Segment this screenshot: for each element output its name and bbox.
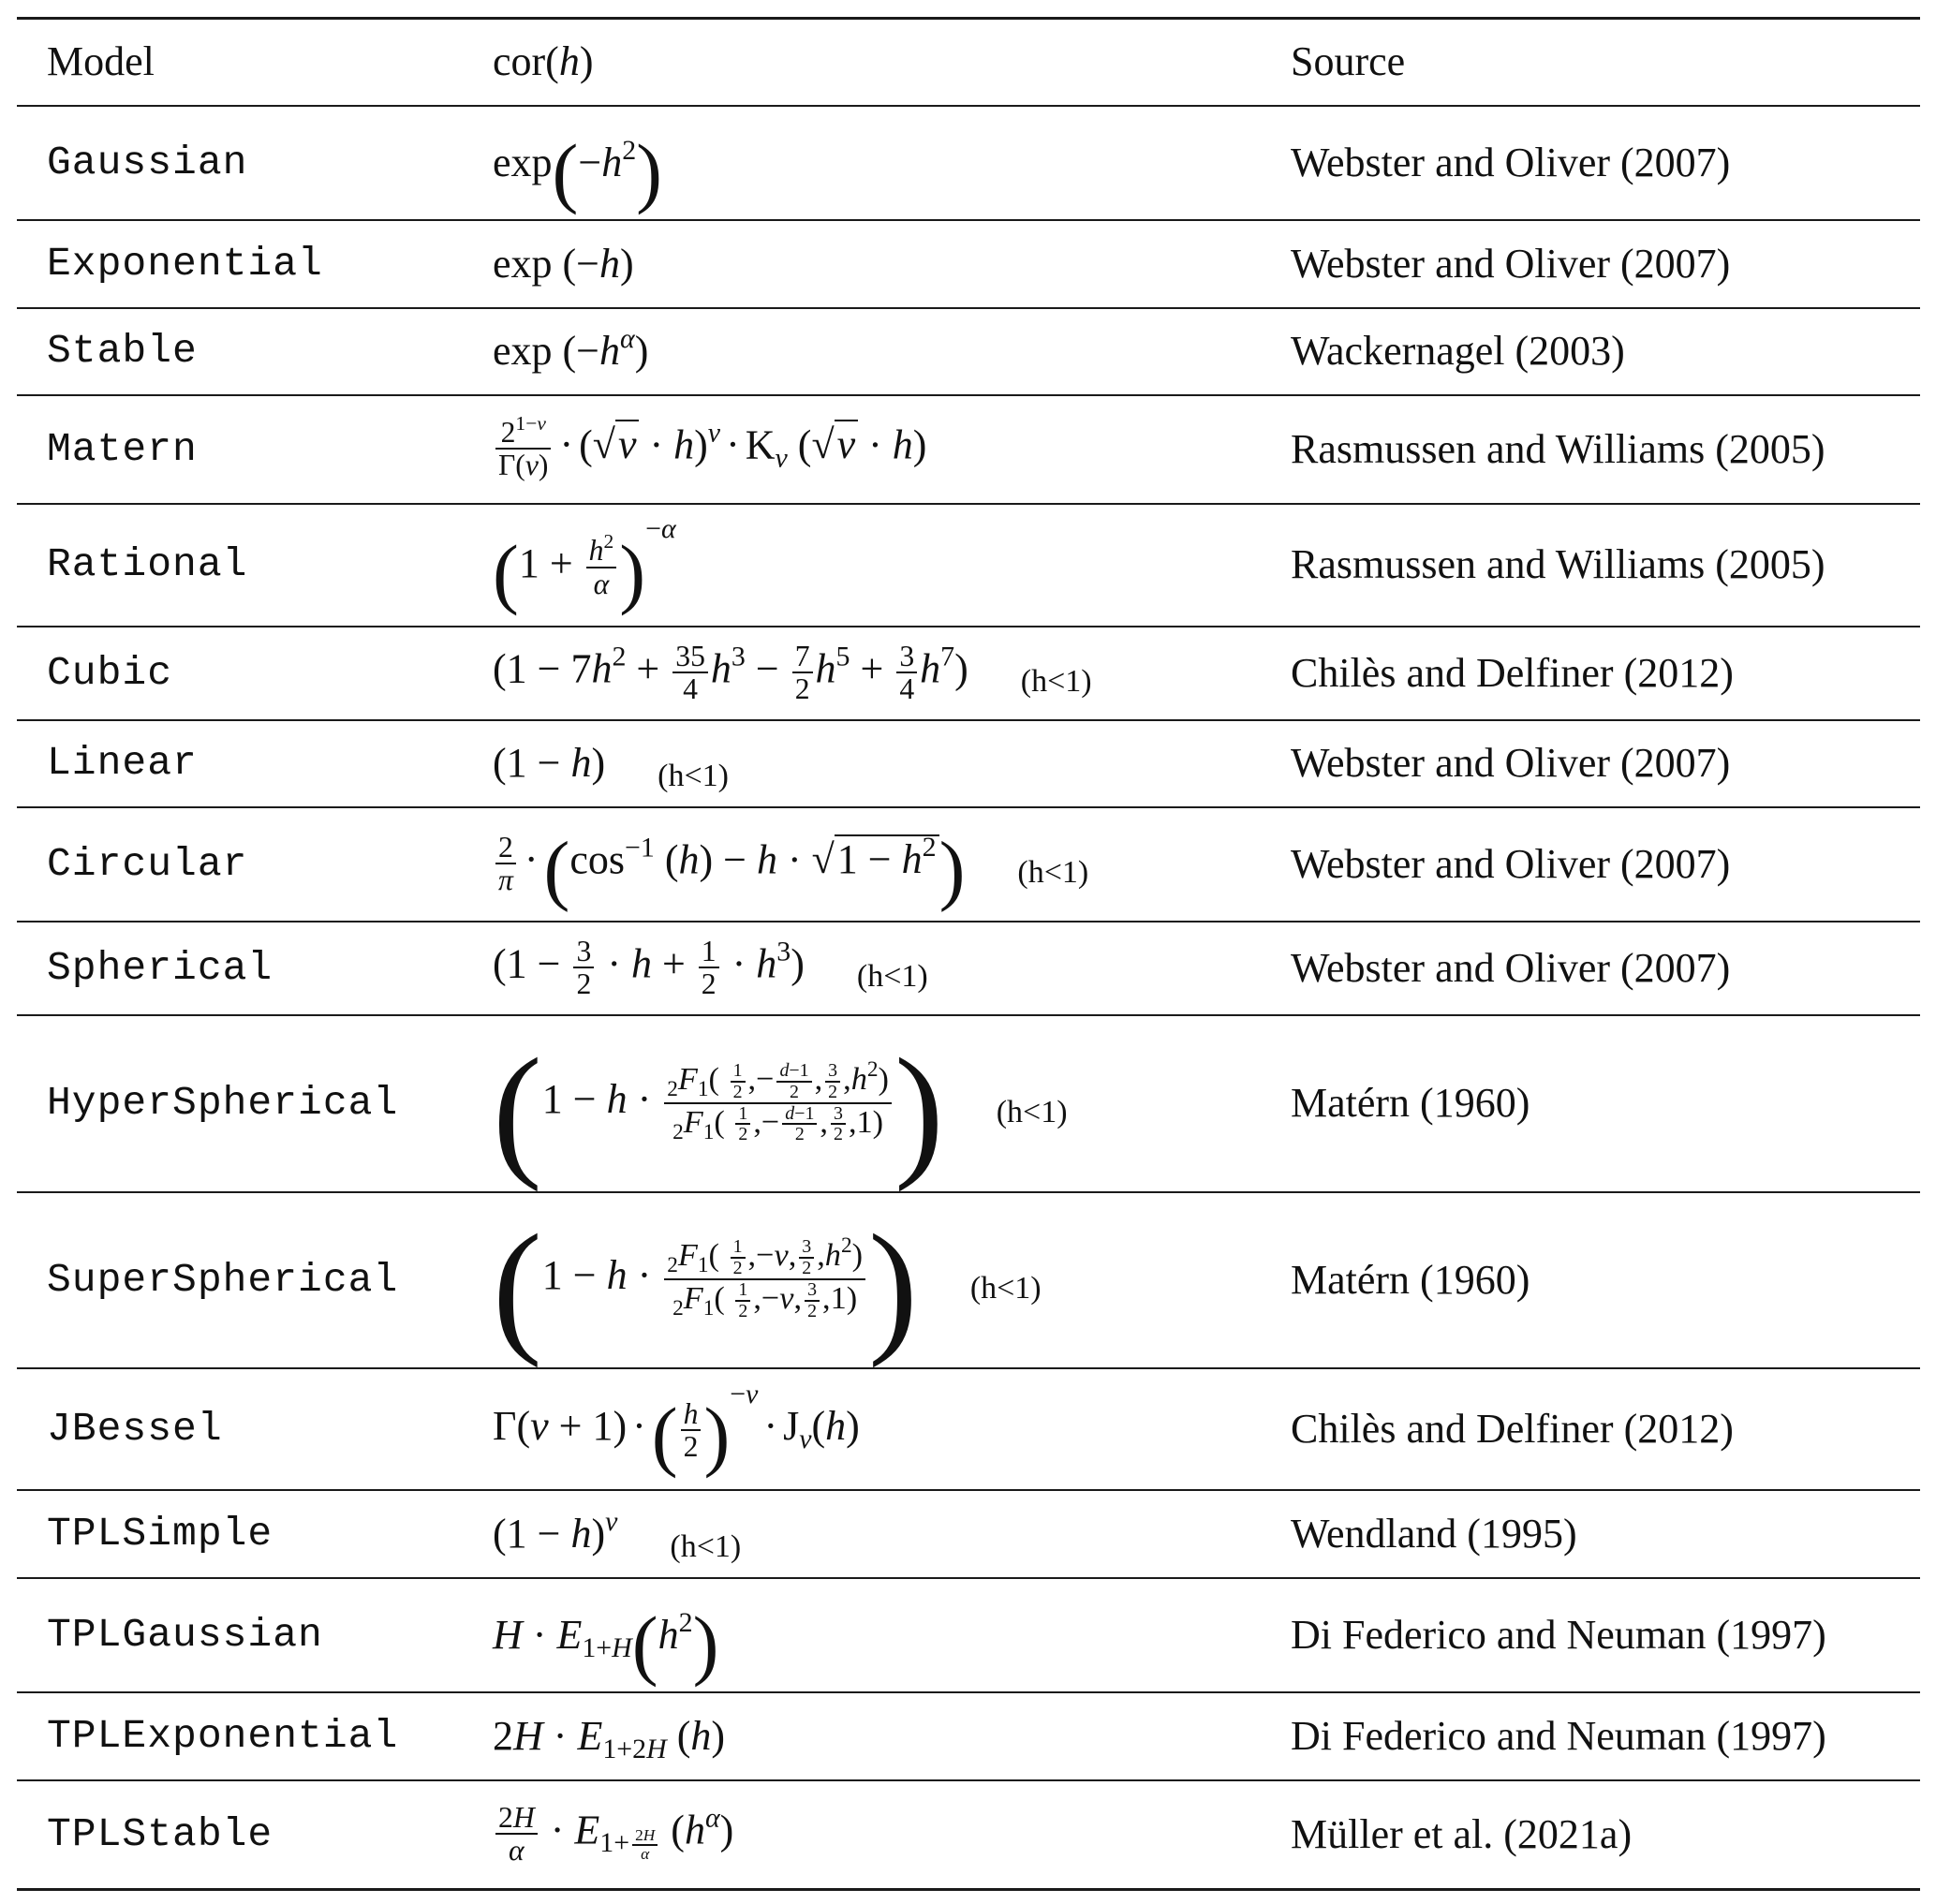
formula: Γ(ν + 1) ·( $\frac{h}{2}$ )$^{-\nu}\cdot J_\nu(h)$	[493, 1378, 860, 1480]
formula: $\exp (-h^\alpha)$	[493, 323, 649, 374]
formula: (1 + $\frac{h^2}{\alpha}$ )$^{-\alpha}$	[493, 512, 676, 617]
header-source: Source	[1291, 37, 1406, 84]
table-row	[17, 1367, 1920, 1489]
formula: exp (−h)	[493, 240, 634, 287]
model-name: Stable	[47, 328, 198, 374]
formula: $2H \cdot E_{1+2H}$ (h)	[493, 1712, 726, 1764]
source-citation: Di Federico and Neuman (1997)	[1291, 1712, 1826, 1759]
condition-label: (h<1)	[969, 1271, 1042, 1306]
table-row	[17, 394, 1920, 503]
model-name: TPLSimple	[47, 1510, 273, 1557]
condition-label: (h<1)	[658, 759, 729, 793]
formula: (1 − h) $_{(h<1)}$	[493, 740, 729, 793]
model-name: TPLGaussian	[47, 1611, 323, 1658]
source-citation: Webster and Oliver (2007)	[1291, 240, 1731, 287]
table-row	[17, 1691, 1920, 1779]
formula: ($1 - 7h^2$ + $\frac{35}{4}$ $h^3$ − $\frac{7}{2}$ $h^5$ + $\frac{3}{4}$ $h^7$) $_{(h<1)}$	[493, 639, 1092, 705]
formula: $\frac{2^{1-\nu}}{\Gamma(\nu)}$ · $(√\nu \cdot h)^\nu \cdot K_\nu$ (√ν · h)	[493, 417, 926, 481]
model-name: SuperSpherical	[47, 1256, 399, 1303]
formula: $\frac{2}{\pi}$ $\cdot(\cos^{-1}$ $(h) - h \cdot √1 - h^2$) $_{(h<1)}$	[493, 832, 1088, 896]
source-citation: Wendland (1995)	[1291, 1510, 1577, 1557]
source-citation: Chilès and Delfiner (2012)	[1291, 1405, 1734, 1452]
table-row	[17, 1489, 1920, 1577]
source-citation: Rasmussen and Williams (2005)	[1291, 541, 1825, 587]
formula: (1 − $\frac{3}{2}$ · h + $\frac{1}{2}$ · $h^3$) $_{(h<1)}$	[493, 934, 928, 1000]
header-row	[17, 17, 1920, 105]
table-row	[17, 503, 1920, 626]
source-citation: Müller et al. (2021a)	[1291, 1810, 1633, 1857]
source-citation: Webster and Oliver (2007)	[1291, 139, 1731, 185]
table-row	[17, 219, 1920, 307]
header-cor: cor(h)	[493, 37, 594, 84]
condition-label: (h<1)	[670, 1528, 742, 1564]
condition-label: (h<1)	[1020, 664, 1092, 700]
formula: $\exp(-h^2)$	[493, 128, 662, 215]
source-citation: Rasmussen and Williams (2005)	[1291, 425, 1825, 472]
table-row	[17, 307, 1920, 394]
table-row	[17, 105, 1920, 219]
table-row	[17, 1014, 1920, 1191]
model-name: Matern	[47, 425, 198, 472]
model-name: TPLStable	[47, 1810, 273, 1857]
model-name: Exponential	[47, 240, 323, 287]
formula: (1 − h · $_2F_1$( $\frac{1}{2}$ ,− $\frac{d-1}{2}$ , $\frac{3}{2}$ $,h^2$) $_2F_1$( $\frac{1}{2}$ ,− $\frac{d-1}{2}$ , $\frac{3}{2}$ ,1) ) $_{(h<1)}$	[493, 1028, 1068, 1193]
formula: $H \cdot E_{1+H}(h^2)$	[493, 1601, 719, 1688]
model-name: HyperSpherical	[47, 1080, 399, 1126]
model-name: Circular	[47, 840, 248, 887]
model-name: Cubic	[47, 649, 173, 696]
model-name: Linear	[47, 740, 198, 786]
table-row	[17, 626, 1920, 719]
header-model: Model	[47, 37, 155, 84]
model-name: Spherical	[47, 944, 273, 991]
table-row	[17, 1779, 1920, 1888]
condition-label: (h<1)	[856, 959, 928, 995]
table-row	[17, 806, 1920, 921]
source-citation: Webster and Oliver (2007)	[1291, 740, 1731, 786]
table-row	[17, 1577, 1920, 1691]
condition-label: (h<1)	[1017, 855, 1089, 891]
bottom-rule	[17, 1888, 1920, 1891]
source-citation: Matérn (1960)	[1291, 1080, 1530, 1126]
source-citation: Wackernagel (2003)	[1291, 328, 1625, 374]
formula: (1 − h · $_2F_1$( $\frac{1}{2}$ ,−ν, $\frac{3}{2}$ $,h^2$) $_2F_1$( $\frac{1}{2}$ ,−ν, $\frac{3}{2}$ ,1) ) $_{(h<1)}$	[493, 1204, 1042, 1369]
model-name: JBessel	[47, 1405, 223, 1452]
source-citation: Webster and Oliver (2007)	[1291, 944, 1731, 991]
table-row	[17, 921, 1920, 1014]
source-citation: Webster and Oliver (2007)	[1291, 840, 1731, 887]
table-row	[17, 719, 1920, 806]
formula: $\frac{2H}{\alpha}$ · $E_{1+ \frac{2H}{\alpha}}$ $(h^\alpha)$	[493, 1802, 733, 1867]
formula: $(1 - h)^\nu_{(h<1)}$	[493, 1505, 742, 1564]
model-name: Rational	[47, 541, 248, 587]
condition-label: (h<1)	[996, 1094, 1068, 1129]
source-citation: Chilès and Delfiner (2012)	[1291, 649, 1734, 696]
source-citation: Matérn (1960)	[1291, 1256, 1530, 1303]
table-row	[17, 1191, 1920, 1367]
source-citation: Di Federico and Neuman (1997)	[1291, 1611, 1826, 1658]
model-name: TPLExponential	[47, 1712, 399, 1759]
model-name: Gaussian	[47, 139, 248, 185]
